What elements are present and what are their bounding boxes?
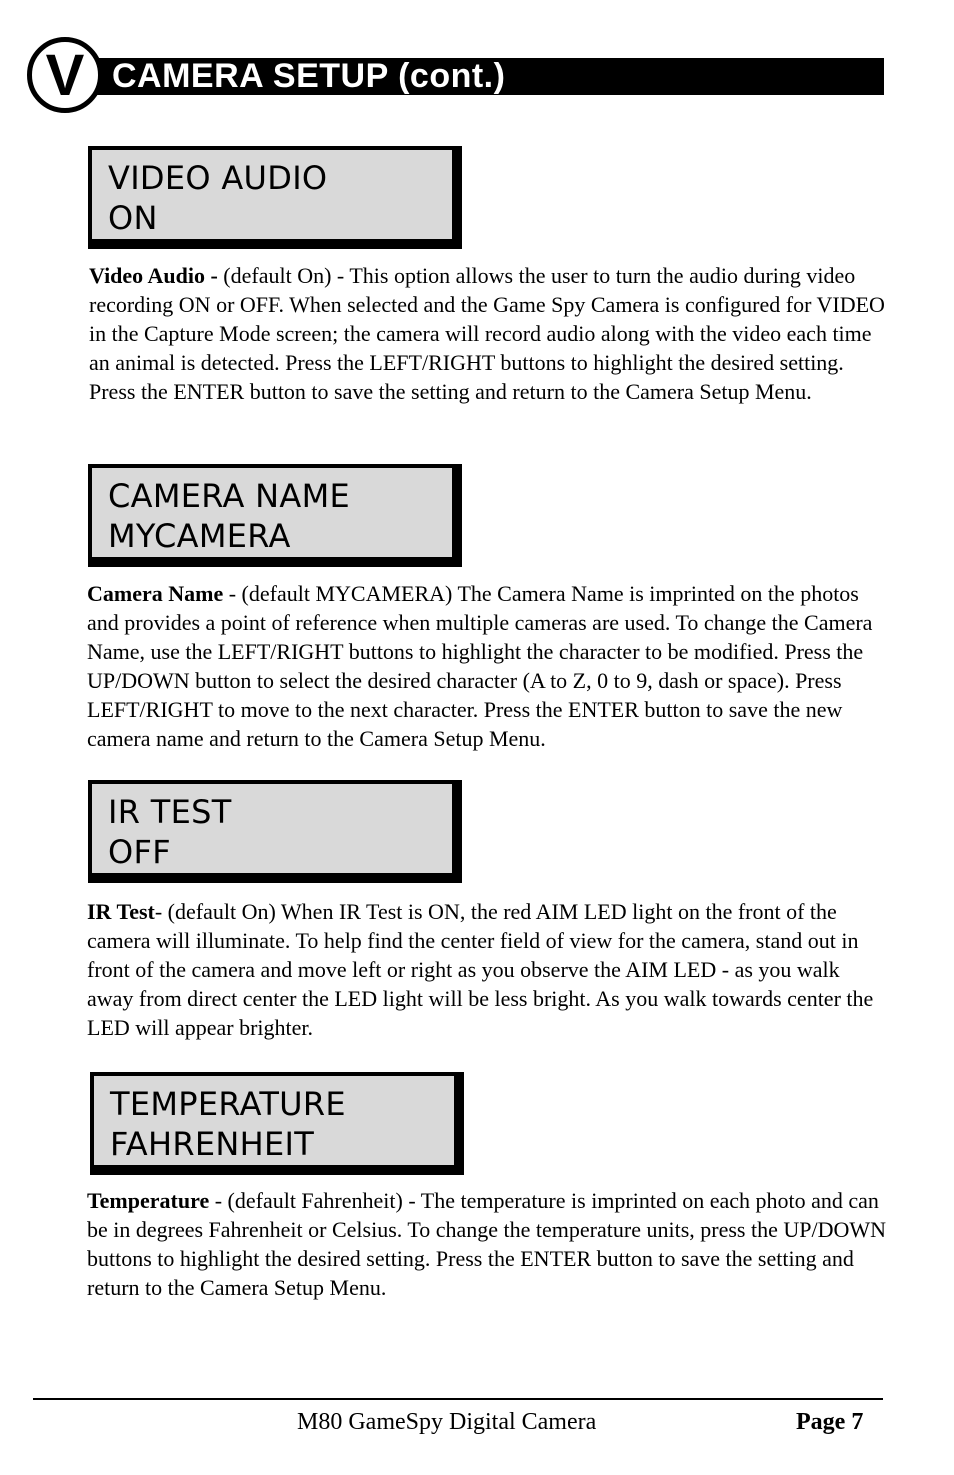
lcd-display-video-audio [88, 146, 462, 249]
lcd-line-value: FAHRENHEIT [110, 1125, 315, 1163]
text-ir-test: - (default On) When IR Test is ON, the red AIM LED light on the front of the camera will illuminate. To help find the center field of view for the camera, stand out in front of the camera and move left or right as you observe the AIM LED - as you walk away from direct center the LED light will be less bright. As you walk towards center the LED will appear brighter. [87, 899, 874, 1040]
description-camera-name [87, 579, 887, 753]
footer-divider [33, 1398, 883, 1400]
lcd-display-ir-test [88, 780, 462, 883]
description-video-audio [89, 261, 889, 406]
lcd-display-camera-name [88, 464, 462, 567]
lcd-line-setting: VIDEO AUDIO [108, 159, 328, 197]
page-number: Page 7 [796, 1409, 864, 1435]
term-video-audio: Video Audio - [89, 263, 218, 288]
lcd-line-setting: IR TEST [108, 793, 232, 831]
lcd-line-setting: CAMERA NAME [108, 477, 351, 515]
description-ir-test [87, 897, 887, 1042]
term-ir-test: IR Test [87, 899, 155, 924]
lcd-display-temperature [90, 1072, 464, 1175]
lcd-line-value: OFF [108, 833, 171, 871]
chapter-badge [27, 37, 103, 113]
lcd-line-value: MYCAMERA [108, 517, 291, 555]
footer-document-title: M80 GameSpy Digital Camera [297, 1409, 597, 1435]
chapter-letter: V [45, 43, 85, 108]
term-temperature: Temperature [87, 1188, 210, 1213]
page-title: CAMERA SETUP (cont.) [112, 57, 506, 95]
lcd-line-value: ON [108, 199, 158, 237]
text-camera-name: - (default MYCAMERA) The Camera Name is imprinted on the photos and provides a point of reference when multiple cameras are used. To change the Camera Name, use the LEFT/RIGHT buttons to highlight the character to be modified. Press the UP/DOWN button to select the desired character (A to Z, 0 to 9, dash or space). Press LEFT/RIGHT to move to the next character. Press the ENTER button to save the new camera name and return to the Camera Setup Menu. [87, 581, 873, 751]
text-video-audio: (default On) - This option allows the user to turn the audio during video recording ON or OFF. When selected and the Game Spy Camera is configured for VIDEO in the Capture Mode screen; the camera will record audio along with the video each time an animal is detected. Press the LEFT/RIGHT buttons to highlight the desired setting. Press the ENTER button to save the setting and return to the Camera Setup Menu. [89, 263, 885, 404]
text-temperature: - (default Fahrenheit) - The temperature is imprinted on each photo and can be in degrees Fahrenheit or Celsius. To change the temperature units, press the UP/DOWN buttons to highlight the desired setting. Press the ENTER button to save the setting and return to the Camera Setup Menu. [87, 1188, 887, 1300]
description-temperature [87, 1186, 887, 1302]
term-camera-name: Camera Name [87, 581, 224, 606]
lcd-line-setting: TEMPERATURE [110, 1085, 346, 1123]
